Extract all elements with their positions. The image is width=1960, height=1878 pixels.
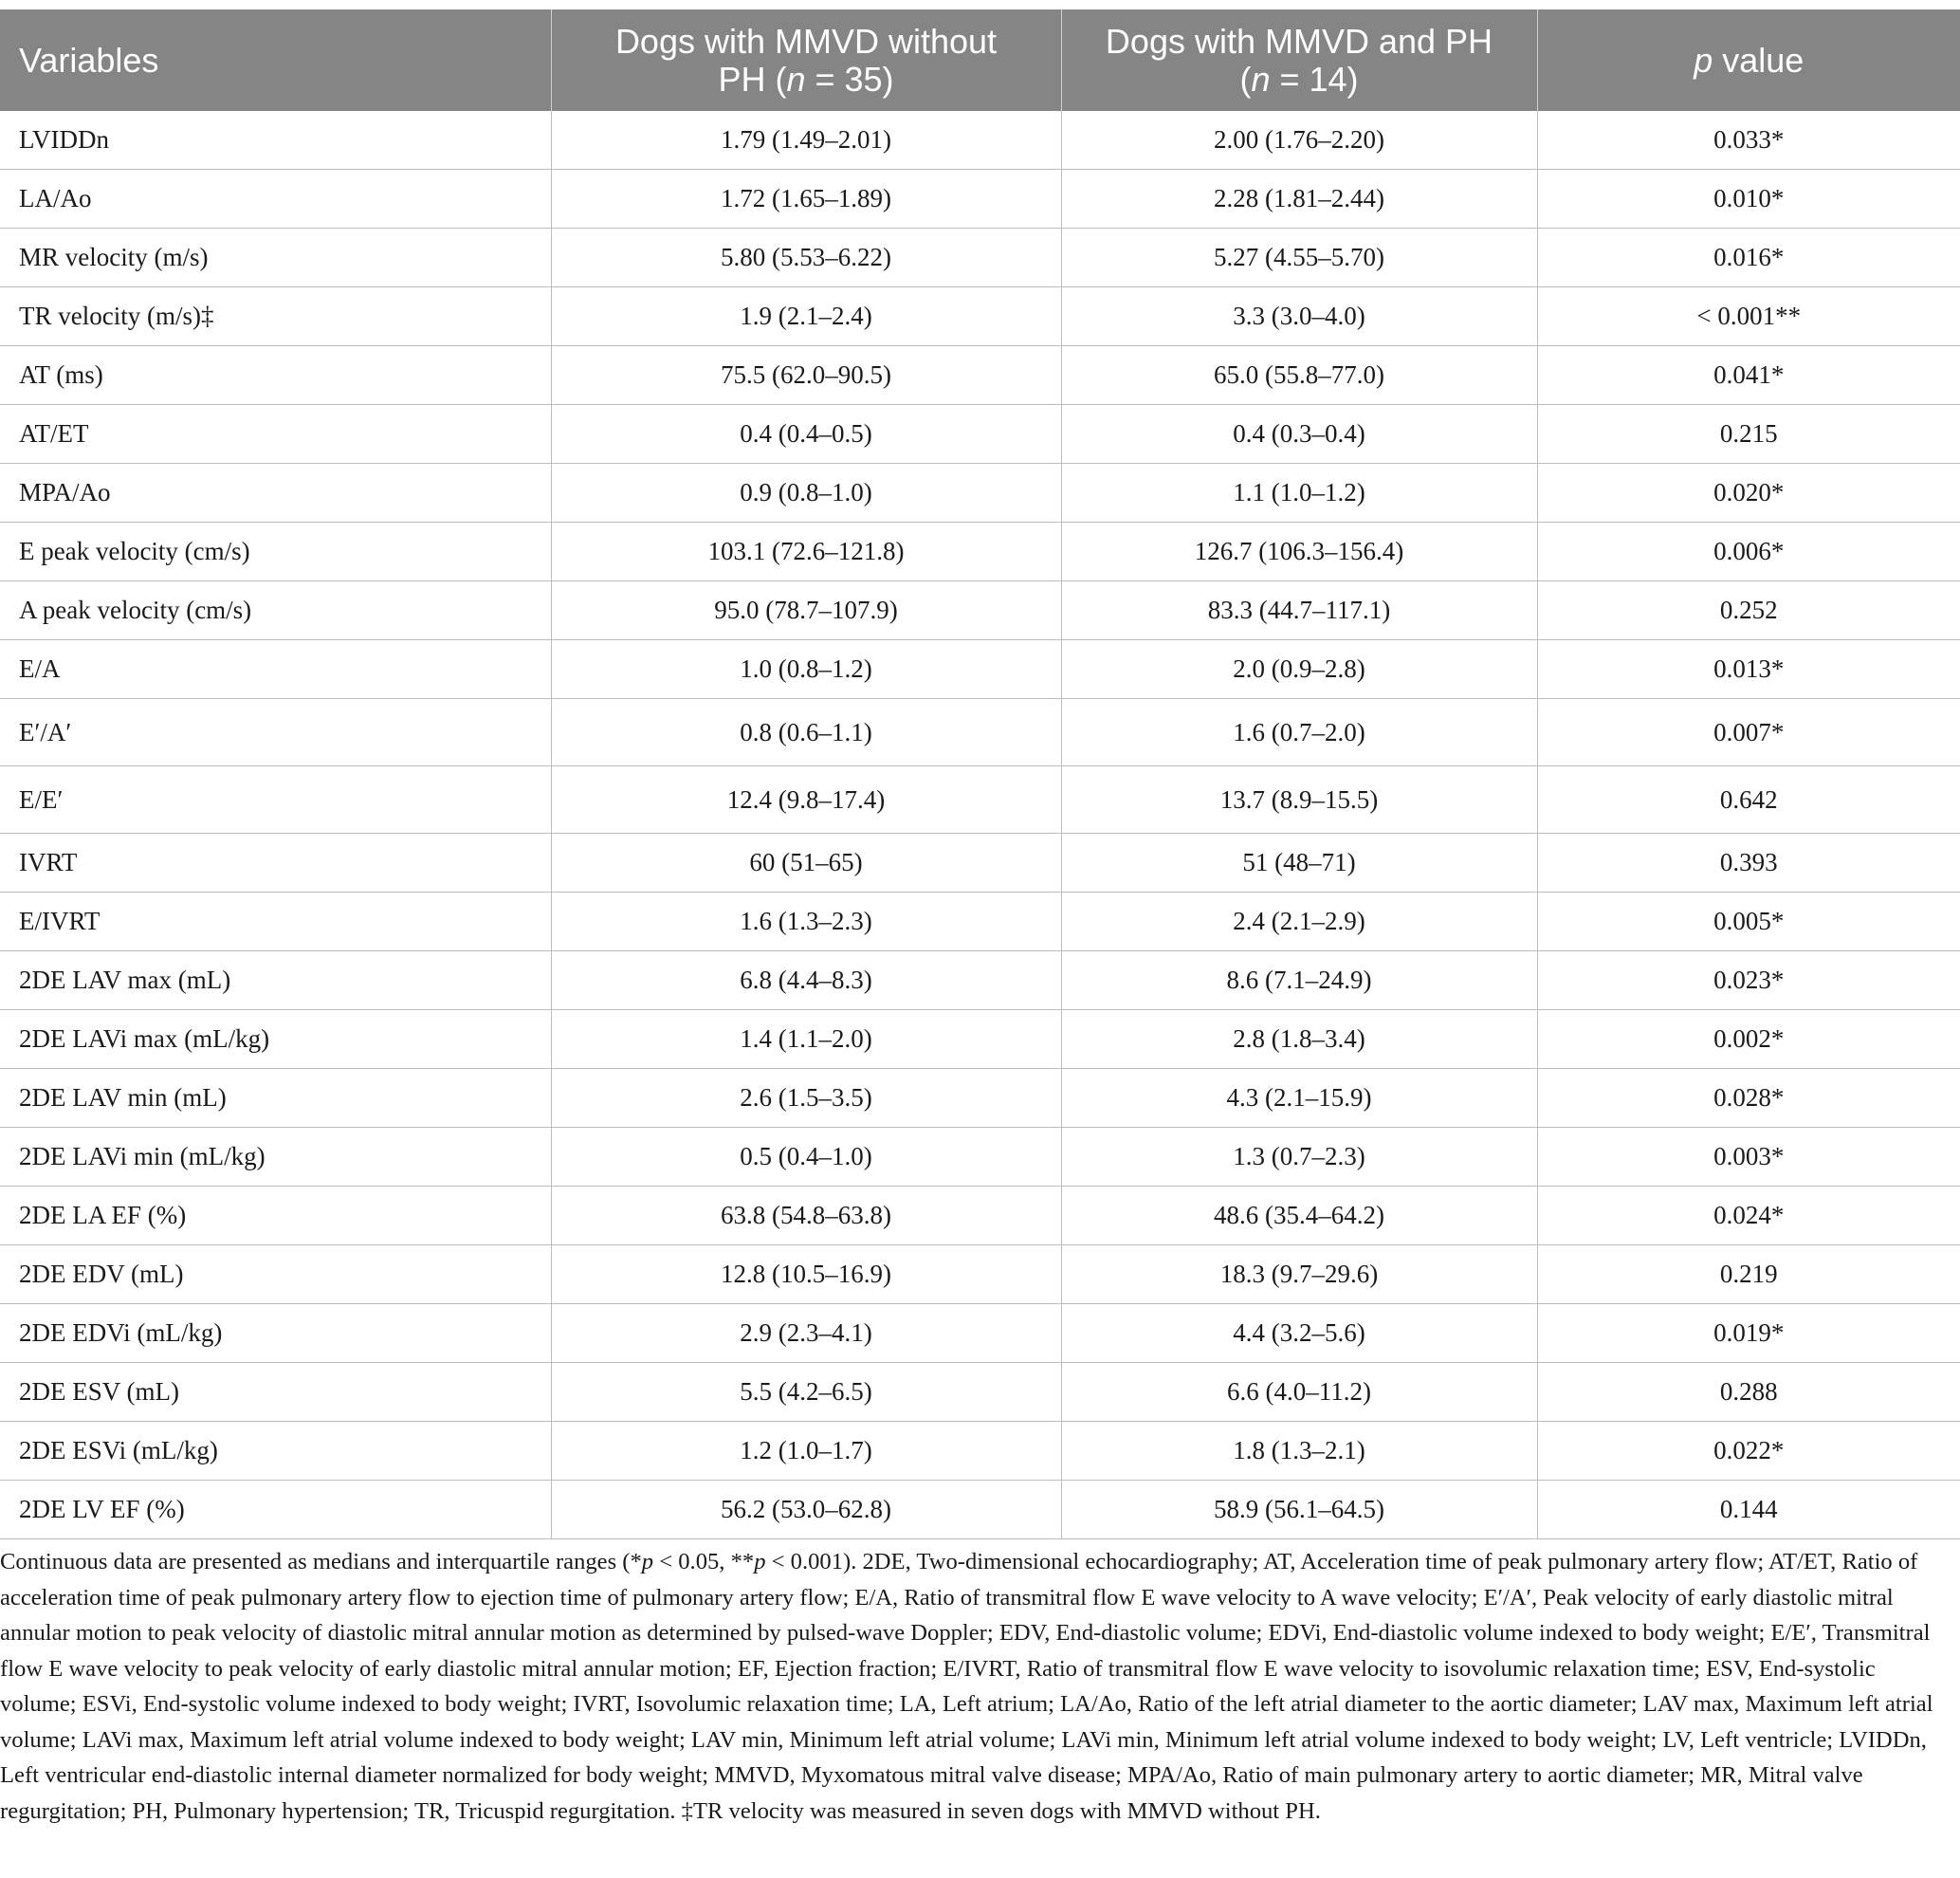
cell-without-ph: 12.8 (10.5–16.9) bbox=[551, 1245, 1061, 1304]
cell-without-ph: 1.4 (1.1–2.0) bbox=[551, 1010, 1061, 1069]
table-row bbox=[0, 893, 1960, 951]
cell-with-ph: 2.8 (1.8–3.4) bbox=[1061, 1010, 1537, 1069]
cell-with-ph: 1.3 (0.7–2.3) bbox=[1061, 1128, 1537, 1187]
cell-variable: 2DE LAVi max (mL/kg) bbox=[0, 1010, 551, 1069]
cell-without-ph: 1.0 (0.8–1.2) bbox=[551, 640, 1061, 699]
table-row bbox=[0, 1363, 1960, 1422]
cell-without-ph: 0.5 (0.4–1.0) bbox=[551, 1128, 1061, 1187]
table-row bbox=[0, 766, 1960, 834]
header-without-ph-line1: Dogs with MMVD without bbox=[614, 21, 998, 61]
footnote-part3: < 0.001). 2DE, Two-dimensional echocardiography; AT, Acceleration time of peak pulmonary artery flow; AT/ET, Ratio of acceleration time of peak pulmonary artery flow to ejection time of pulmonary artery flow; E/A, Ratio of transmitral flow E wave velocity to A wave velocity; E′/A′, Peak velocity of early diastolic mitral annular motion to peak velocity of diastolic mitral annular motion as determined by pulsed-wave Doppler; EDV, End-diastolic volume; EDVi, End-diastolic volume indexed to body weight; E/E′, Transmitral flow E wave velocity to peak velocity of early diastolic mitral annular motion; EF, Ejection fraction; E/IVRT, Ratio of transmitral flow E wave velocity to isovolumic relaxation time; ESV, End-systolic volume; ESVi, End-systolic volume indexed to body weight; IVRT, Isovolumic relaxation time; LA, Left atrium; LA/Ao, Ratio of the left atrial diameter to the aortic diameter; LAV max, Maximum left atrial volume; LAVi max, Maximum left atrial volume indexed to body weight; LAV min, Minimum left atrial volume; LAVi min, Minimum left atrial volume indexed to body weight; LV, Left ventricle; LVIDDn, Left ventricular end-diastolic internal diameter normalized for body weight; MMVD, Myxomatous mitral valve disease; MPA/Ao, Ratio of main pulmonary artery to aortic diameter; MR, Mitral valve regurgitation; PH, Pulmonary hypertension; TR, Tricuspid regurgitation. ‡TR velocity was measured in seven dogs with MMVD without PH. bbox=[0, 1549, 1933, 1824]
table-row bbox=[0, 1245, 1960, 1304]
cell-variable: E/IVRT bbox=[0, 893, 551, 951]
cell-without-ph: 2.9 (2.3–4.1) bbox=[551, 1304, 1061, 1363]
cell-with-ph: 126.7 (106.3–156.4) bbox=[1061, 523, 1537, 581]
cell-without-ph: 5.80 (5.53–6.22) bbox=[551, 229, 1061, 287]
cell-without-ph: 1.6 (1.3–2.3) bbox=[551, 893, 1061, 951]
cell-p-value: 0.642 bbox=[1537, 766, 1960, 834]
cell-p-value: 0.019* bbox=[1537, 1304, 1960, 1363]
cell-variable: LVIDDn bbox=[0, 111, 551, 170]
table-row bbox=[0, 287, 1960, 346]
cell-variable: 2DE ESV (mL) bbox=[0, 1363, 551, 1422]
header-without-ph bbox=[551, 9, 1061, 111]
cell-with-ph: 2.4 (2.1–2.9) bbox=[1061, 893, 1537, 951]
header-variables bbox=[0, 9, 551, 111]
cell-p-value: 0.219 bbox=[1537, 1245, 1960, 1304]
table-row bbox=[0, 1304, 1960, 1363]
table-body bbox=[0, 111, 1960, 1539]
cell-without-ph: 2.6 (1.5–3.5) bbox=[551, 1069, 1061, 1128]
cell-with-ph: 4.3 (2.1–15.9) bbox=[1061, 1069, 1537, 1128]
cell-p-value: 0.002* bbox=[1537, 1010, 1960, 1069]
table-row bbox=[0, 640, 1960, 699]
cell-without-ph: 56.2 (53.0–62.8) bbox=[551, 1481, 1061, 1539]
table-row bbox=[0, 1128, 1960, 1187]
cell-p-value: 0.144 bbox=[1537, 1481, 1960, 1539]
cell-without-ph: 5.5 (4.2–6.5) bbox=[551, 1363, 1061, 1422]
cell-p-value: 0.252 bbox=[1537, 581, 1960, 640]
cell-with-ph: 65.0 (55.8–77.0) bbox=[1061, 346, 1537, 405]
cell-variable: LA/Ao bbox=[0, 170, 551, 229]
cell-p-value: 0.028* bbox=[1537, 1069, 1960, 1128]
cell-p-value: 0.024* bbox=[1537, 1187, 1960, 1245]
cell-without-ph: 103.1 (72.6–121.8) bbox=[551, 523, 1061, 581]
cell-with-ph: 13.7 (8.9–15.5) bbox=[1061, 766, 1537, 834]
table-row bbox=[0, 581, 1960, 640]
cell-with-ph: 2.0 (0.9–2.8) bbox=[1061, 640, 1537, 699]
data-table-container bbox=[0, 9, 1960, 1539]
cell-with-ph: 83.3 (44.7–117.1) bbox=[1061, 581, 1537, 640]
cell-with-ph: 1.6 (0.7–2.0) bbox=[1061, 699, 1537, 766]
table-footnote bbox=[0, 1544, 1953, 1829]
cell-without-ph: 75.5 (62.0–90.5) bbox=[551, 346, 1061, 405]
table-row bbox=[0, 346, 1960, 405]
cell-p-value: < 0.001** bbox=[1537, 287, 1960, 346]
cell-with-ph: 18.3 (9.7–29.6) bbox=[1061, 1245, 1537, 1304]
cell-variable: E peak velocity (cm/s) bbox=[0, 523, 551, 581]
cell-with-ph: 6.6 (4.0–11.2) bbox=[1061, 1363, 1537, 1422]
cell-variable: 2DE LA EF (%) bbox=[0, 1187, 551, 1245]
table-header bbox=[0, 9, 1960, 111]
cell-variable: MR velocity (m/s) bbox=[0, 229, 551, 287]
cell-p-value: 0.215 bbox=[1537, 405, 1960, 464]
cell-p-value: 0.393 bbox=[1537, 834, 1960, 893]
table-row bbox=[0, 1187, 1960, 1245]
cell-variable: 2DE LAV min (mL) bbox=[0, 1069, 551, 1128]
header-row bbox=[0, 9, 1960, 111]
cell-p-value: 0.013* bbox=[1537, 640, 1960, 699]
cell-p-value: 0.003* bbox=[1537, 1128, 1960, 1187]
cell-variable: AT (ms) bbox=[0, 346, 551, 405]
footnote-p1: p bbox=[641, 1549, 654, 1574]
cell-variable: 2DE LAV max (mL) bbox=[0, 951, 551, 1010]
cell-without-ph: 60 (51–65) bbox=[551, 834, 1061, 893]
table-row bbox=[0, 1010, 1960, 1069]
header-with-ph-line1: Dogs with MMVD and PH bbox=[1105, 21, 1493, 61]
footnote-part2: < 0.05, ** bbox=[653, 1549, 755, 1574]
header-without-ph-n: n bbox=[786, 59, 806, 99]
cell-variable: AT/ET bbox=[0, 405, 551, 464]
cell-variable: MPA/Ao bbox=[0, 464, 551, 523]
cell-without-ph: 0.4 (0.4–0.5) bbox=[551, 405, 1061, 464]
cell-with-ph: 58.9 (56.1–64.5) bbox=[1061, 1481, 1537, 1539]
cell-without-ph: 1.9 (2.1–2.4) bbox=[551, 287, 1061, 346]
cell-variable: 2DE LAVi min (mL/kg) bbox=[0, 1128, 551, 1187]
cell-p-value: 0.288 bbox=[1537, 1363, 1960, 1422]
cell-with-ph: 2.28 (1.81–2.44) bbox=[1061, 170, 1537, 229]
table-row bbox=[0, 170, 1960, 229]
table-row bbox=[0, 464, 1960, 523]
cell-without-ph: 1.2 (1.0–1.7) bbox=[551, 1422, 1061, 1481]
table-row bbox=[0, 951, 1960, 1010]
cell-without-ph: 6.8 (4.4–8.3) bbox=[551, 951, 1061, 1010]
cell-variable: A peak velocity (cm/s) bbox=[0, 581, 551, 640]
cell-with-ph: 8.6 (7.1–24.9) bbox=[1061, 951, 1537, 1010]
cell-p-value: 0.005* bbox=[1537, 893, 1960, 951]
header-without-ph-line2-post: = 35) bbox=[805, 59, 894, 99]
cell-variable: E′/A′ bbox=[0, 699, 551, 766]
cell-without-ph: 0.8 (0.6–1.1) bbox=[551, 699, 1061, 766]
cell-variable: IVRT bbox=[0, 834, 551, 893]
header-with-ph bbox=[1061, 9, 1537, 111]
footnote-part1: Continuous data are presented as medians and interquartile ranges (* bbox=[0, 1549, 642, 1574]
cell-variable: 2DE EDVi (mL/kg) bbox=[0, 1304, 551, 1363]
table-row bbox=[0, 405, 1960, 464]
table-row bbox=[0, 229, 1960, 287]
cell-p-value: 0.041* bbox=[1537, 346, 1960, 405]
cell-p-value: 0.016* bbox=[1537, 229, 1960, 287]
table-row bbox=[0, 523, 1960, 581]
cell-with-ph: 48.6 (35.4–64.2) bbox=[1061, 1187, 1537, 1245]
cell-variable: 2DE ESVi (mL/kg) bbox=[0, 1422, 551, 1481]
header-with-ph-line2-pre: ( bbox=[1239, 59, 1252, 99]
cell-p-value: 0.023* bbox=[1537, 951, 1960, 1010]
cell-variable: TR velocity (m/s)‡ bbox=[0, 287, 551, 346]
cell-variable: E/E′ bbox=[0, 766, 551, 834]
cell-without-ph: 95.0 (78.7–107.9) bbox=[551, 581, 1061, 640]
header-with-ph-n: n bbox=[1251, 59, 1271, 99]
cell-p-value: 0.020* bbox=[1537, 464, 1960, 523]
cell-with-ph: 2.00 (1.76–2.20) bbox=[1061, 111, 1537, 170]
table-row bbox=[0, 111, 1960, 170]
header-without-ph-line2-pre: PH ( bbox=[718, 59, 787, 99]
cell-with-ph: 4.4 (3.2–5.6) bbox=[1061, 1304, 1537, 1363]
table-row bbox=[0, 699, 1960, 766]
footnote-p2: p bbox=[754, 1549, 766, 1574]
cell-p-value: 0.010* bbox=[1537, 170, 1960, 229]
cell-p-value: 0.007* bbox=[1537, 699, 1960, 766]
cell-with-ph: 3.3 (3.0–4.0) bbox=[1061, 287, 1537, 346]
header-with-ph-line2-post: = 14) bbox=[1270, 59, 1359, 99]
cell-p-value: 0.033* bbox=[1537, 111, 1960, 170]
cell-without-ph: 0.9 (0.8–1.0) bbox=[551, 464, 1061, 523]
cell-variable: 2DE EDV (mL) bbox=[0, 1245, 551, 1304]
cell-without-ph: 1.79 (1.49–2.01) bbox=[551, 111, 1061, 170]
table-row bbox=[0, 1069, 1960, 1128]
table-row bbox=[0, 1481, 1960, 1539]
cell-with-ph: 0.4 (0.3–0.4) bbox=[1061, 405, 1537, 464]
header-p-value bbox=[1537, 9, 1960, 111]
cell-p-value: 0.022* bbox=[1537, 1422, 1960, 1481]
cell-with-ph: 5.27 (4.55–5.70) bbox=[1061, 229, 1537, 287]
cell-with-ph: 51 (48–71) bbox=[1061, 834, 1537, 893]
cell-without-ph: 12.4 (9.8–17.4) bbox=[551, 766, 1061, 834]
cell-without-ph: 63.8 (54.8–63.8) bbox=[551, 1187, 1061, 1245]
cell-with-ph: 1.1 (1.0–1.2) bbox=[1061, 464, 1537, 523]
cell-variable: E/A bbox=[0, 640, 551, 699]
header-p-italic: p bbox=[1694, 40, 1713, 80]
table-row bbox=[0, 834, 1960, 893]
cell-with-ph: 1.8 (1.3–2.1) bbox=[1061, 1422, 1537, 1481]
cell-p-value: 0.006* bbox=[1537, 523, 1960, 581]
header-variables-label: Variables bbox=[19, 40, 159, 80]
table-row bbox=[0, 1422, 1960, 1481]
echocardiography-table bbox=[0, 9, 1960, 1539]
cell-variable: 2DE LV EF (%) bbox=[0, 1481, 551, 1539]
header-p-rest: value bbox=[1713, 40, 1804, 80]
cell-without-ph: 1.72 (1.65–1.89) bbox=[551, 170, 1061, 229]
